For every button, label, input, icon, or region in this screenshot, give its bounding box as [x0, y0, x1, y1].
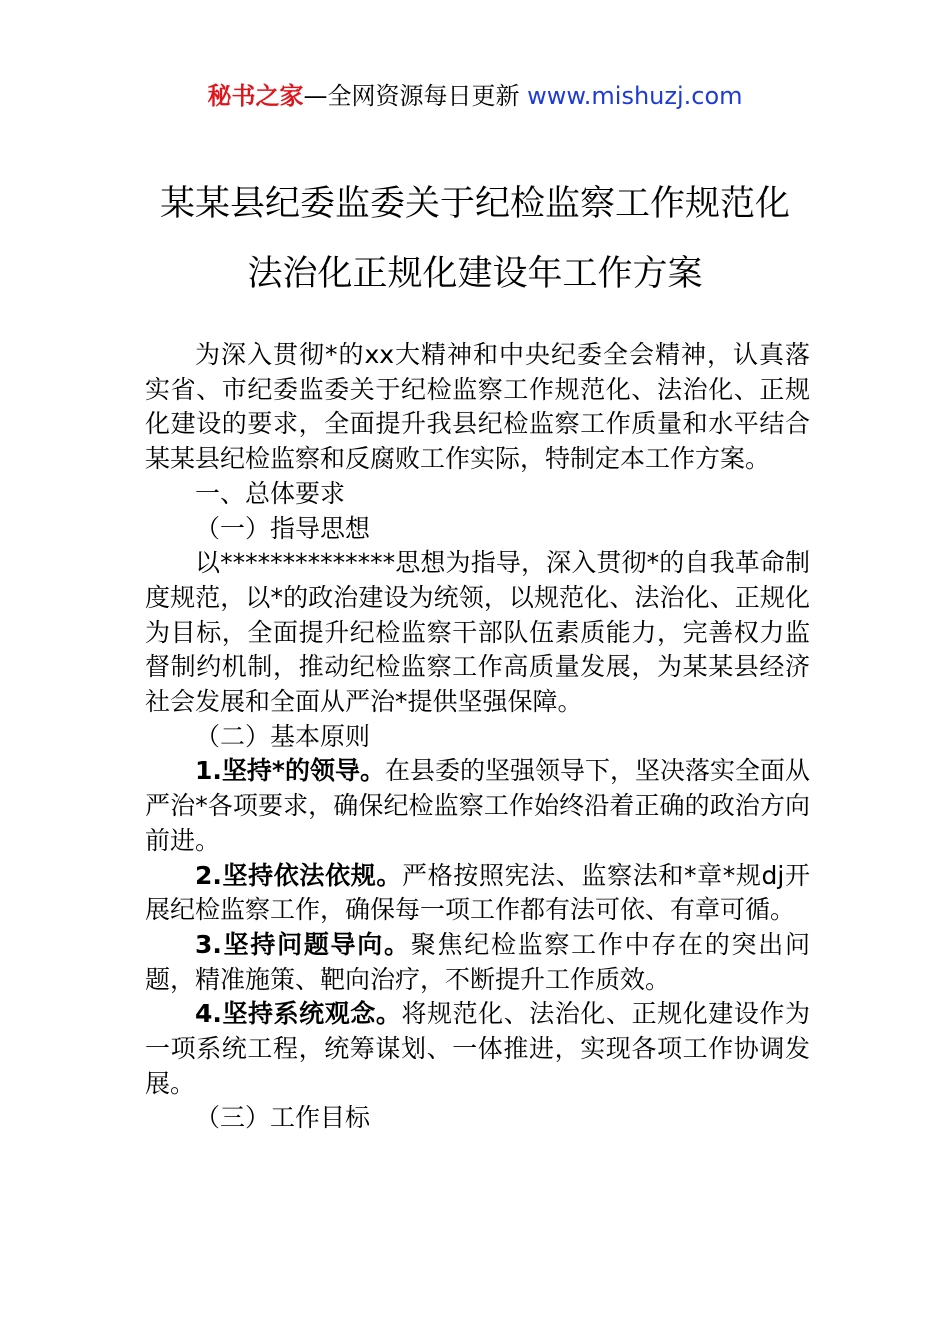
subsection-heading-goals: （三）工作目标 — [195, 1103, 371, 1133]
principle-text-3: 聚焦纪检监察工作中存在的突出问题，精准施策、靶向治疗，不断提升工作质效。 — [145, 929, 810, 994]
document-title-line-2: 法治化正规化建设年工作方案 — [247, 254, 703, 294]
site-brand: 秘书之家 — [207, 82, 304, 110]
principle-paragraph-1 — [145, 754, 810, 858]
guiding-thought-paragraph: 以**************思想为指导，深入贯彻*的自我革命制度规范，以*的政治建设为统领，以规范化、法治化、正规化为目标，全面提升纪检监察干部队伍素质能力，完善权力监督制约机制，推动纪检监察工作高质量发展，为某某县经济社会发展和全面从严治*提供坚强保障。 — [145, 548, 810, 717]
principle-lead-1: 1.坚持*的领导。 — [195, 756, 385, 786]
principle-paragraph-4 — [145, 997, 810, 1101]
header-dash: — — [303, 82, 328, 110]
subsection-heading-principles: （二）基本原则 — [195, 721, 371, 751]
principle-lead-3: 3.坚持问题导向。 — [195, 929, 411, 959]
principle-paragraph-3 — [145, 928, 810, 997]
section-heading-1: 一、总体要求 — [195, 478, 346, 508]
intro-paragraph: 为深入贯彻*的xx大精神和中央纪委全会精神，认真落实省、市纪委监委关于纪检监察工作规范化、法治化、正规化建设的要求，全面提升我县纪检监察工作质量和水平结合某某县纪检监察和反腐败工作实际，特制定本工作方案。 — [145, 340, 810, 474]
principle-text-4: 将规范化、法治化、正规化建设作为一项系统工程，统筹谋划、一体推进，实现各项工作协调发展。 — [145, 999, 810, 1098]
principle-text-2: 严格按照宪法、监察法和*章*规dj开展纪检监察工作，确保每一项工作都有法可依、有章可循。 — [145, 860, 810, 925]
principle-paragraph-2 — [145, 859, 810, 928]
document-body — [145, 338, 810, 1136]
principle-lead-4: 4.坚持系统观念。 — [195, 999, 402, 1029]
principle-lead-2: 2.坚持依法依规。 — [195, 860, 402, 890]
site-tagline: 全网资源每日更新 — [327, 82, 528, 110]
site-url-link[interactable]: www.mishuzj.com — [527, 82, 743, 110]
document-title-line-1: 某某县纪委监委关于纪检监察工作规范化 — [159, 184, 790, 224]
site-header — [0, 80, 950, 112]
subsection-heading-guiding-thought: （一）指导思想 — [195, 513, 371, 543]
principle-text-1: 在县委的坚强领导下，坚决落实全面从严治*各项要求，确保纪检监察工作始终沿着正确的政治方向前进。 — [145, 756, 810, 855]
